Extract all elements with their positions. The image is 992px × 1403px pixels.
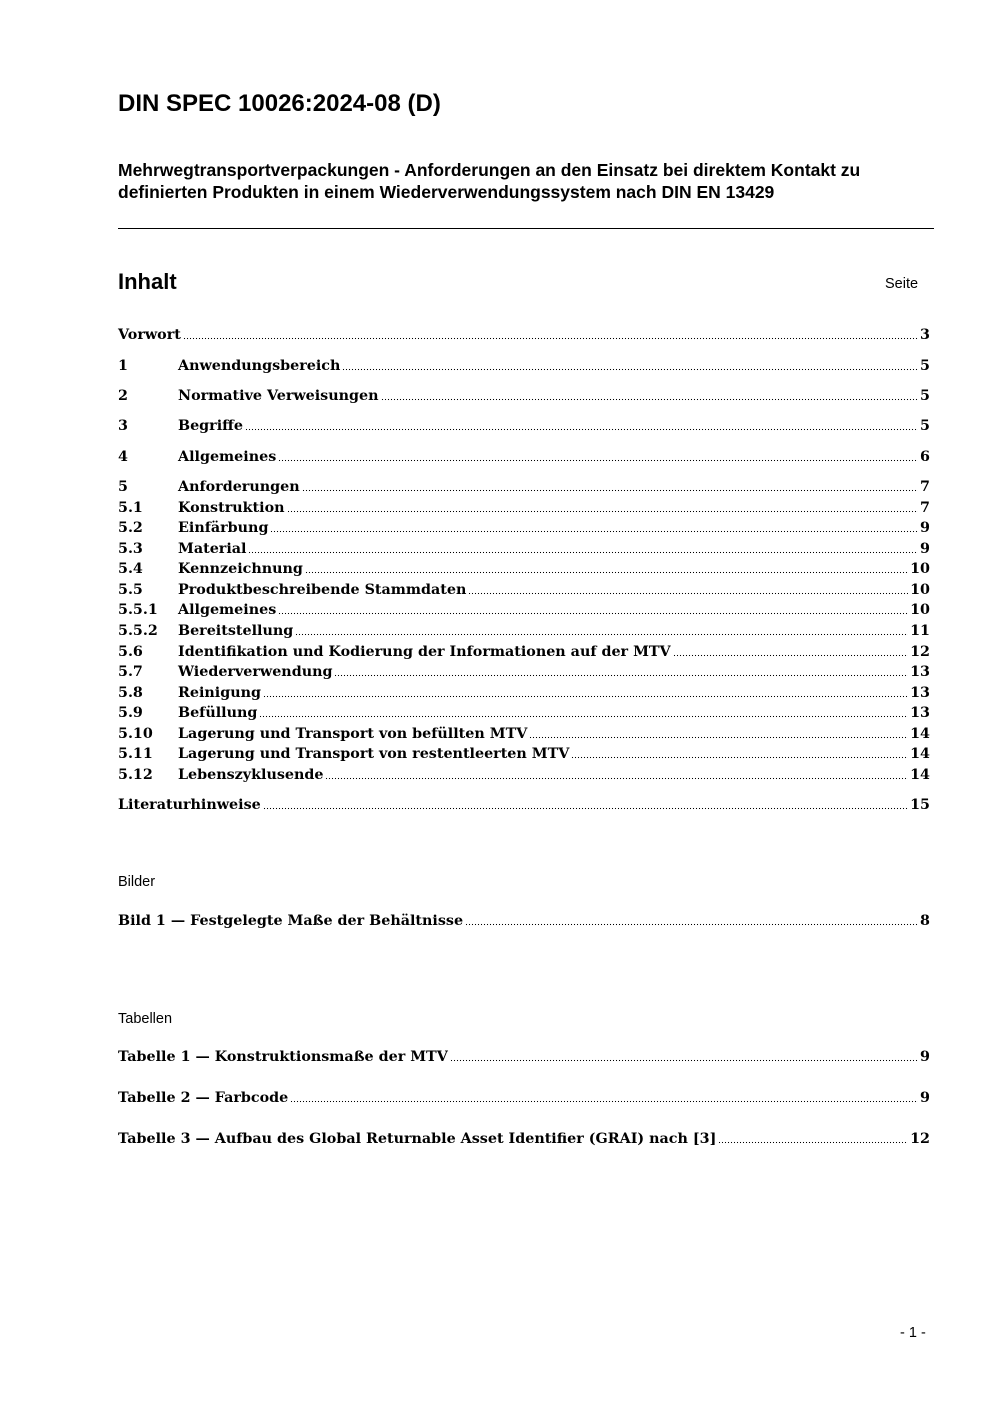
toc-entry-title: Wiederverwendung [178, 664, 333, 680]
table-entry-title: Tabelle 2 — Farbcode [118, 1090, 289, 1106]
toc-leader-dots [287, 510, 919, 513]
toc-entry-number: 5.1 [118, 500, 143, 516]
toc-entry-number: 5.7 [118, 664, 143, 680]
toc-entry-page: 12 [910, 644, 930, 660]
toc-entry-number: 5.12 [118, 767, 153, 783]
toc-entry-title: Identifikation und Kodierung der Informationen auf der MTV [178, 644, 671, 660]
toc-leader-dots [450, 1059, 918, 1062]
toc-entry-number: 5.5.2 [118, 623, 158, 639]
toc-entry-page: 14 [910, 767, 930, 783]
toc-entry-title: Einfärbung [178, 520, 269, 536]
toc-leader-dots [263, 695, 908, 698]
toc-entry-title: Produktbeschreibende Stammdaten [178, 582, 467, 598]
document-title: DIN SPEC 10026:2024-08 (D) [118, 90, 441, 117]
toc-entry-5-7[interactable] [118, 662, 930, 682]
toc-entry-3[interactable] [118, 416, 930, 436]
toc-leader-dots [529, 736, 908, 739]
toc-entry-5-2[interactable] [118, 518, 930, 538]
toc-entry-5-3[interactable] [118, 539, 930, 559]
toc-entry-number: 5.9 [118, 705, 143, 721]
toc-leader-dots [302, 489, 918, 492]
toc-leader-dots [468, 592, 908, 595]
document-subtitle: Mehrwegtransportverpackungen - Anforderungen an den Einsatz bei direktem Kontakt zu definierten Produkten in einem Wiederverwendungssystem nach DIN EN 13429 [118, 160, 861, 202]
toc-leader-dots [342, 368, 918, 371]
table-entry-title: Tabelle 3 — Aufbau des Global Returnable Asset Identifier (GRAI) nach [3] [118, 1131, 717, 1147]
toc-entry-title: Literaturhinweise [118, 797, 261, 813]
toc-entry-page: 6 [920, 449, 930, 465]
toc-entry-number: 2 [118, 388, 128, 404]
toc-leader-dots [183, 337, 918, 340]
toc-entry-page: 5 [920, 388, 930, 404]
toc-entry-page: 14 [910, 746, 930, 762]
toc-entry-literaturhinweise[interactable] [118, 795, 930, 815]
toc-entry-title: Vorwort [118, 327, 181, 343]
table-entry-2[interactable] [118, 1088, 930, 1108]
toc-entry-5-10[interactable] [118, 724, 930, 744]
toc-leader-dots [673, 654, 908, 657]
toc-entry-2[interactable] [118, 386, 930, 406]
toc-entry-5-1[interactable] [118, 498, 930, 518]
table-entry-1[interactable] [118, 1047, 930, 1067]
toc-leader-dots [334, 674, 908, 677]
toc-leader-dots [381, 398, 919, 401]
toc-entry-number: 5.5 [118, 582, 143, 598]
table-entry-page: 12 [910, 1131, 930, 1147]
toc-heading: Inhalt [118, 269, 177, 294]
toc-entry-number: 1 [118, 358, 128, 374]
toc-leader-dots [290, 1100, 918, 1103]
toc-leader-dots [305, 571, 908, 574]
figures-heading: Bilder [118, 874, 156, 890]
toc-entry-page: 9 [920, 520, 930, 536]
table-entry-3[interactable] [118, 1129, 930, 1149]
toc-entry-title: Reinigung [178, 685, 262, 701]
toc-entry-title: Kennzeichnung [178, 561, 303, 577]
toc-entry-number: 4 [118, 449, 128, 465]
toc-entry-4[interactable] [118, 447, 930, 467]
toc-leader-dots [571, 756, 908, 759]
page-number: - 1 - [900, 1325, 926, 1341]
toc-leader-dots [245, 428, 918, 431]
toc-entry-1[interactable] [118, 356, 930, 376]
toc-leader-dots [295, 633, 908, 636]
toc-entry-number: 5.10 [118, 726, 153, 742]
toc-leader-dots [259, 715, 908, 718]
toc-entry-5[interactable] [118, 477, 930, 497]
toc-entry-page: 10 [910, 582, 930, 598]
table-entry-page: 9 [920, 1049, 930, 1065]
figure-entry-page: 8 [920, 913, 930, 929]
toc-entry-number: 3 [118, 418, 128, 434]
toc-entry-number: 5.4 [118, 561, 143, 577]
toc-entry-title: Bereitstellung [178, 623, 294, 639]
toc-entry-page: 7 [920, 479, 930, 495]
toc-entry-page: 13 [910, 664, 930, 680]
toc-leader-dots [248, 551, 918, 554]
toc-entry-page: 10 [910, 561, 930, 577]
toc-entry-5-11[interactable] [118, 744, 930, 764]
toc-leader-dots [263, 807, 908, 810]
toc-leader-dots [278, 459, 918, 462]
toc-entry-page: 14 [910, 726, 930, 742]
toc-leader-dots [278, 612, 908, 615]
toc-entry-title: Lagerung und Transport von restentleerten MTV [178, 746, 570, 762]
toc-entry-page: 13 [910, 685, 930, 701]
toc-entry-5-5[interactable] [118, 580, 930, 600]
toc-entry-vorwort[interactable] [118, 325, 930, 345]
toc-entry-5-12[interactable] [118, 765, 930, 785]
tables-heading: Tabellen [118, 1011, 173, 1027]
toc-entry-number: 5.2 [118, 520, 143, 536]
figure-entry-1[interactable] [118, 911, 930, 931]
toc-entry-5-5-1[interactable] [118, 600, 930, 620]
toc-entry-number: 5 [118, 479, 128, 495]
toc-entry-title: Begriffe [178, 418, 243, 434]
figure-entry-title: Bild 1 — Festgelegte Maße der Behältnisse [118, 913, 464, 929]
toc-entry-number: 5.5.1 [118, 602, 158, 618]
toc-entry-title: Normative Verweisungen [178, 388, 379, 404]
toc-entry-5-6[interactable] [118, 642, 930, 662]
toc-leader-dots [270, 530, 918, 533]
toc-entry-5-8[interactable] [118, 683, 930, 703]
toc-entry-number: 5.11 [118, 746, 153, 762]
toc-entry-5-4[interactable] [118, 559, 930, 579]
toc-leader-dots [718, 1141, 908, 1144]
toc-entry-page: 15 [910, 797, 930, 813]
toc-entry-number: 5.6 [118, 644, 143, 660]
toc-entry-page: 11 [910, 623, 930, 639]
toc-entry-number: 5.3 [118, 541, 143, 557]
toc-entry-page: 5 [920, 358, 930, 374]
toc-entry-title: Allgemeines [178, 449, 277, 465]
toc-entry-title: Allgemeines [178, 602, 277, 618]
toc-entry-page: 7 [920, 500, 930, 516]
toc-entry-page: 5 [920, 418, 930, 434]
toc-entry-5-9[interactable] [118, 703, 930, 723]
table-entry-page: 9 [920, 1090, 930, 1106]
toc-entry-title: Befüllung [178, 705, 258, 721]
toc-entry-title: Lagerung und Transport von befüllten MTV [178, 726, 528, 742]
toc-entry-title: Lebenszyklusende [178, 767, 324, 783]
toc-entry-title: Anforderungen [178, 479, 300, 495]
toc-entry-title: Konstruktion [178, 500, 285, 516]
title-divider [118, 228, 934, 229]
toc-entry-page: 3 [920, 327, 930, 343]
table-entry-title: Tabelle 1 — Konstruktionsmaße der MTV [118, 1049, 448, 1065]
toc-entry-5-5-2[interactable] [118, 621, 930, 641]
toc-entry-number: 5.8 [118, 685, 143, 701]
toc-entry-page: 10 [910, 602, 930, 618]
toc-leader-dots [465, 923, 918, 926]
toc-page-column-label: Seite [885, 276, 919, 292]
toc-entry-title: Anwendungsbereich [178, 358, 341, 374]
toc-entry-title: Material [178, 541, 247, 557]
toc-entry-page: 13 [910, 705, 930, 721]
toc-entry-page: 9 [920, 541, 930, 557]
toc-leader-dots [325, 777, 908, 780]
